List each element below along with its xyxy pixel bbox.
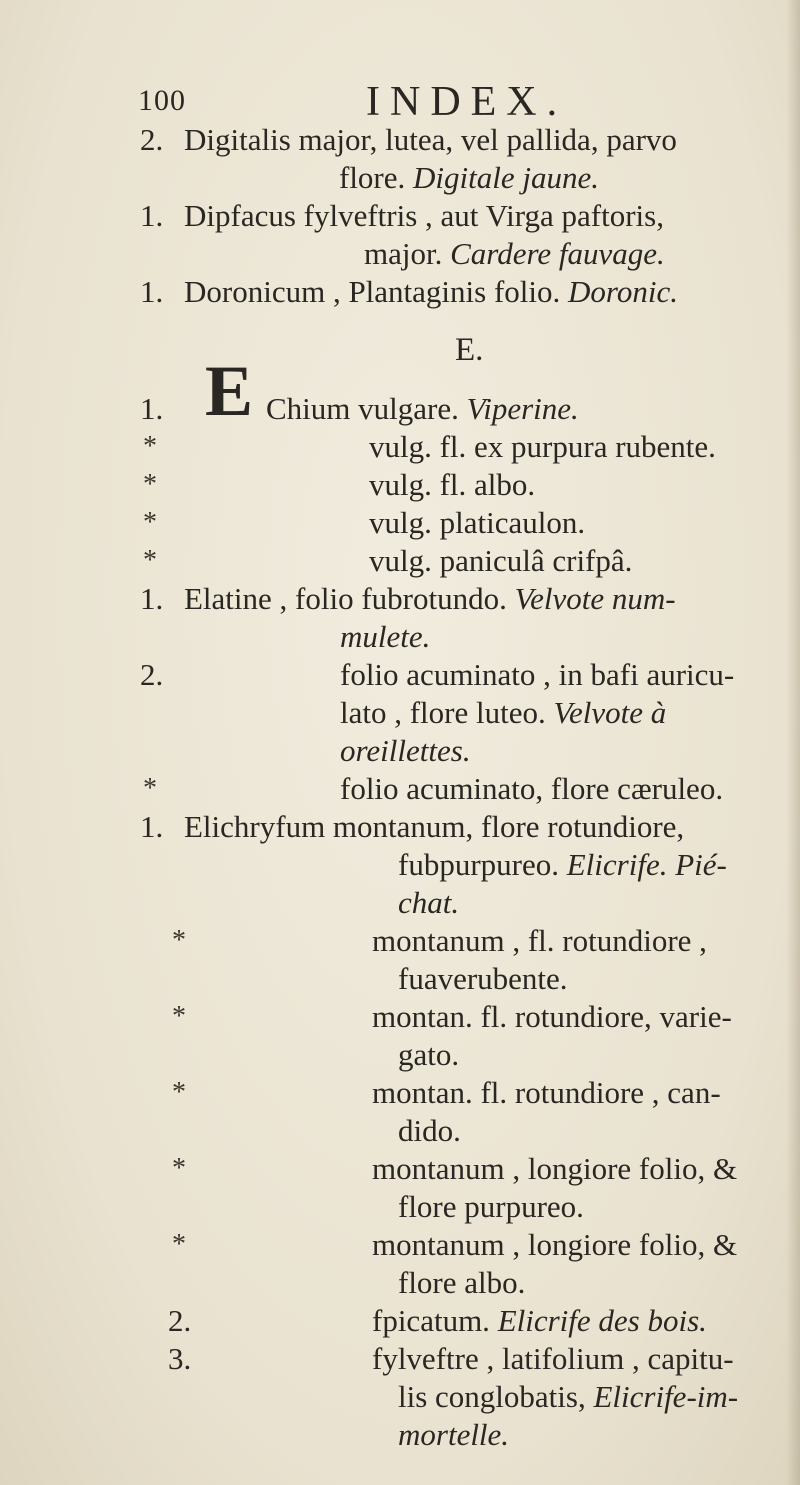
drop-cap: E — [205, 351, 254, 431]
entry-text-cont: flore albo. — [398, 1265, 526, 1300]
entry-text-cont: flore. Digitale jaune. — [339, 160, 600, 195]
entry-text-cont: fubpurpureo. Elicrife. Pié- — [398, 847, 727, 882]
entry-text-cont: major. Cardere fauvage. — [364, 236, 665, 271]
entry-text: fylveftre , latifolium , capitu- — [372, 1341, 734, 1376]
asterisk-mark: * — [143, 431, 157, 462]
entry-text: vulg. fl. albo. — [369, 467, 536, 502]
french-name: Digitale jaune. — [413, 160, 600, 195]
entry-text-cont: mortelle. — [398, 1417, 510, 1452]
asterisk-mark: * — [143, 469, 157, 500]
asterisk-mark: * — [143, 773, 157, 804]
french-name: Elicrife. Pié- — [566, 847, 727, 882]
entry-text-cont: fuaverubente. — [398, 961, 568, 996]
entry-text: montanum , longiore folio, & — [372, 1151, 738, 1186]
entry-text-cont: flore purpureo. — [398, 1189, 584, 1224]
section-letter: E. — [455, 332, 484, 368]
entry-text: montanum , fl. rotundiore , — [372, 923, 707, 958]
running-title: INDEX. — [366, 79, 568, 125]
entry-text: montanum , longiore folio, & — [372, 1227, 738, 1262]
entry-number: 2. — [168, 1303, 192, 1338]
entry-text: vulg. paniculâ crifpâ. — [369, 543, 633, 578]
entry-text: montan. fl. rotundiore , can- — [372, 1075, 721, 1110]
asterisk-mark: * — [143, 545, 157, 576]
entry-text-cont: gato. — [398, 1037, 460, 1072]
entry-text: Dipfacus fylveftris , aut Virga paftoris, — [184, 198, 664, 233]
asterisk-mark: * — [172, 925, 186, 956]
entry-number: 1. — [140, 274, 164, 309]
french-name: Elicrife des bois. — [497, 1303, 707, 1338]
entry-text: Doronicum , Plantaginis folio. Doronic. — [184, 274, 678, 309]
entry-text: folio acuminato , in bafi auricu- — [340, 657, 735, 692]
asterisk-mark: * — [172, 1229, 186, 1260]
french-name: Cardere fauvage. — [450, 236, 665, 271]
entry-text-cont: mulete. — [340, 619, 431, 654]
entry-text: fpicatum. Elicrife des bois. — [372, 1303, 707, 1338]
entry-text-cont: lis conglobatis, Elicrife-im- — [398, 1379, 739, 1414]
entry-text: vulg. platicaulon. — [369, 505, 586, 540]
entry-text-cont: chat. — [398, 885, 460, 920]
entry-text: montan. fl. rotundiore, varie- — [372, 999, 732, 1034]
entry-number: 1. — [140, 198, 164, 233]
entry-text: Chium vulgare. Viperine. — [266, 391, 579, 426]
entry-number: 1. — [140, 391, 164, 426]
page-number: 100 — [138, 84, 186, 117]
french-name: Doronic. — [568, 274, 678, 309]
entry-text-cont: lato , flore luteo. Velvote à — [340, 695, 667, 730]
entry-number: 3. — [168, 1341, 192, 1376]
asterisk-mark: * — [172, 1001, 186, 1032]
entry-text: Elatine , folio fubrotundo. Velvote num- — [184, 581, 676, 616]
entry-text: Digitalis major, lutea, vel pallida, parvo — [184, 122, 677, 157]
asterisk-mark: * — [172, 1077, 186, 1108]
entry-text: folio acuminato, flore cæruleo. — [340, 771, 724, 806]
french-name: Velvote num- — [514, 581, 676, 616]
asterisk-mark: * — [143, 507, 157, 538]
french-name: Viperine. — [466, 391, 579, 426]
entry-number: 2. — [140, 657, 164, 692]
entry-text: vulg. fl. ex purpura rubente. — [369, 429, 716, 464]
entry-text: Elichryfum montanum, flore rotundiore, — [184, 809, 685, 844]
entry-number: 2. — [140, 122, 164, 157]
french-name: Elicrife-im- — [593, 1379, 739, 1414]
page-edge-shadow — [786, 0, 800, 1485]
entry-text-cont: oreillettes. — [340, 733, 471, 768]
entry-number: 1. — [140, 581, 164, 616]
entry-text-cont: dido. — [398, 1113, 461, 1148]
asterisk-mark: * — [172, 1153, 186, 1184]
entry-number: 1. — [140, 809, 164, 844]
french-name: Velvote à — [553, 695, 667, 730]
